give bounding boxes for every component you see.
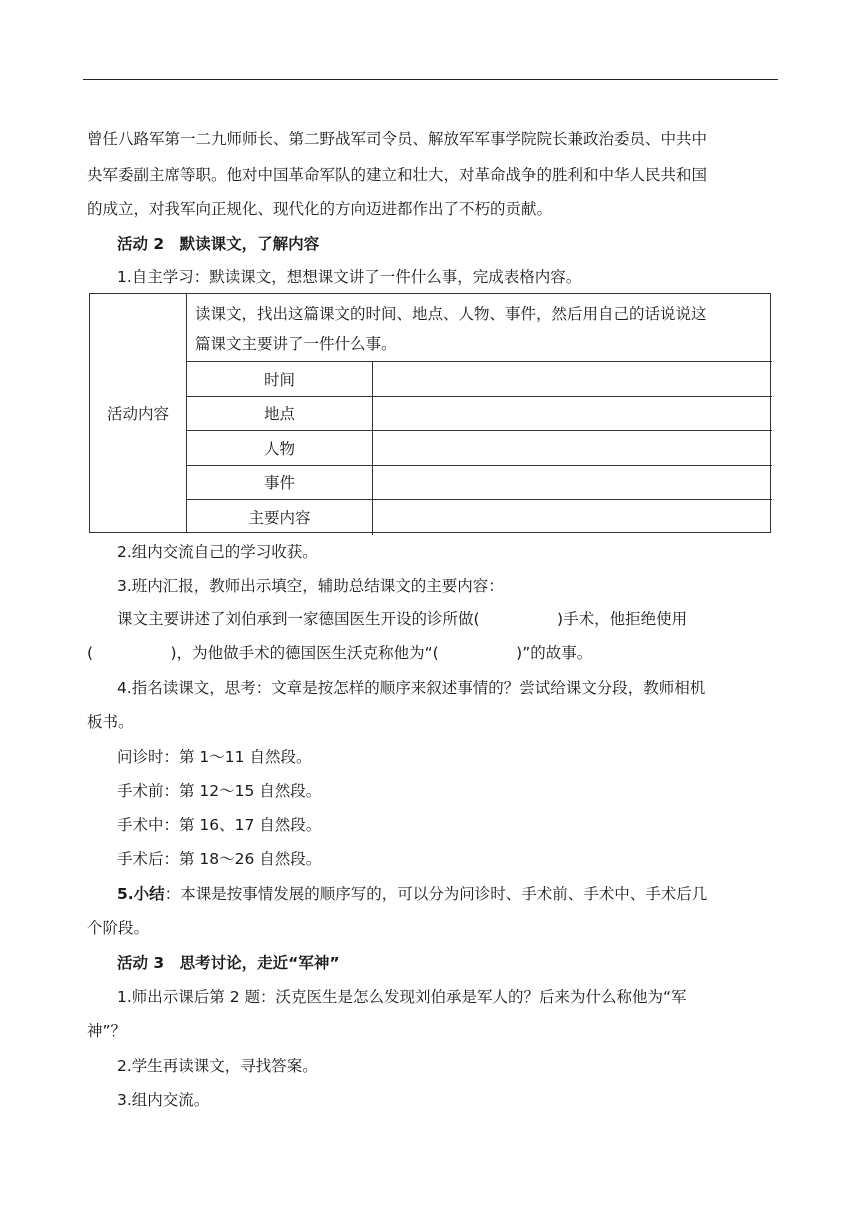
segment-item: 手术前：第 12～15 自然段。	[117, 782, 322, 800]
table-instruction	[187, 294, 772, 362]
fill-blank-line-2: ( )，为他做手术的德国医生沃克称他为“( )”的故事。	[87, 644, 593, 662]
summary-line-1	[117, 883, 707, 905]
table-instruction-line-2: 篇课文主要讲了一件什么事。	[195, 335, 397, 353]
activity3-heading: 活动 3 思考讨论，走近“军神”	[117, 954, 340, 972]
segment-item: 手术中：第 16、17 自然段。	[117, 816, 322, 834]
table-row-label: 地点	[187, 397, 373, 432]
activity2-step1: 1.自主学习：默读课文，想想课文讲了一件什么事，完成表格内容。	[117, 268, 582, 286]
intro-line-2: 央军委副主席等职。他对中国革命军队的建立和壮大，对革命战争的胜利和中华人民共和国	[87, 166, 708, 184]
activity3-step1-line-2: 神”？	[87, 1022, 127, 1040]
table-row-label: 主要内容	[187, 500, 373, 535]
activity2-step4-line-2: 板书。	[87, 713, 134, 731]
summary-line-2: 个阶段。	[87, 919, 150, 937]
summary-text: ：本课是按事情发展的顺序写的，可以分为问诊时、手术前、手术中、手术后几	[164, 885, 708, 903]
activity2-heading: 活动 2 默读课文，了解内容	[117, 235, 320, 253]
activity2-step3: 3.班内汇报，教师出示填空，辅助总结课文的主要内容：	[117, 577, 504, 595]
table-instruction-line-1: 读课文，找出这篇课文的时间、地点、人物、事件，然后用自己的话说说这	[195, 305, 707, 323]
activity2-step4-line-1: 4.指名读课文，思考：文章是按怎样的顺序来叙述事情的？尝试给课文分段，教师相机	[117, 679, 706, 697]
segment-item: 手术后：第 18～26 自然段。	[117, 850, 322, 868]
fill-blank-line-1: 课文主要讲述了刘伯承到一家德国医生开设的诊所做( )手术，他拒绝使用	[117, 610, 688, 628]
table-left-label: 活动内容	[90, 294, 187, 532]
activity-table	[89, 293, 771, 533]
table-row-value	[373, 362, 772, 397]
table-row-label: 事件	[187, 466, 373, 501]
activity2-step2: 2.组内交流自己的学习收获。	[117, 543, 318, 561]
activity3-step1-line-1: 1.师出示课后第 2 题：沃克医生是怎么发现刘伯承是军人的？后来为什么称他为“军	[117, 988, 687, 1006]
table-row-label: 人物	[187, 431, 373, 466]
segment-item: 问诊时：第 1～11 自然段。	[117, 748, 312, 766]
table-row-label: 时间	[187, 362, 373, 397]
table-row-value	[373, 500, 772, 535]
activity3-step2: 2.学生再读课文，寻找答案。	[117, 1057, 318, 1075]
intro-line-1: 曾任八路军第一二九师师长、第二野战军司令员、解放军军事学院院长兼政治委员、中共中	[87, 130, 708, 148]
table-row-value	[373, 466, 772, 501]
table-row-value	[373, 431, 772, 466]
table-row-value	[373, 397, 772, 432]
intro-line-3: 的成立，对我军向正规化、现代化的方向迈进都作出了不朽的贡献。	[87, 200, 553, 218]
summary-label: 5.小结	[117, 885, 165, 903]
activity3-step3: 3.组内交流。	[117, 1091, 210, 1109]
header-rule	[83, 79, 778, 80]
